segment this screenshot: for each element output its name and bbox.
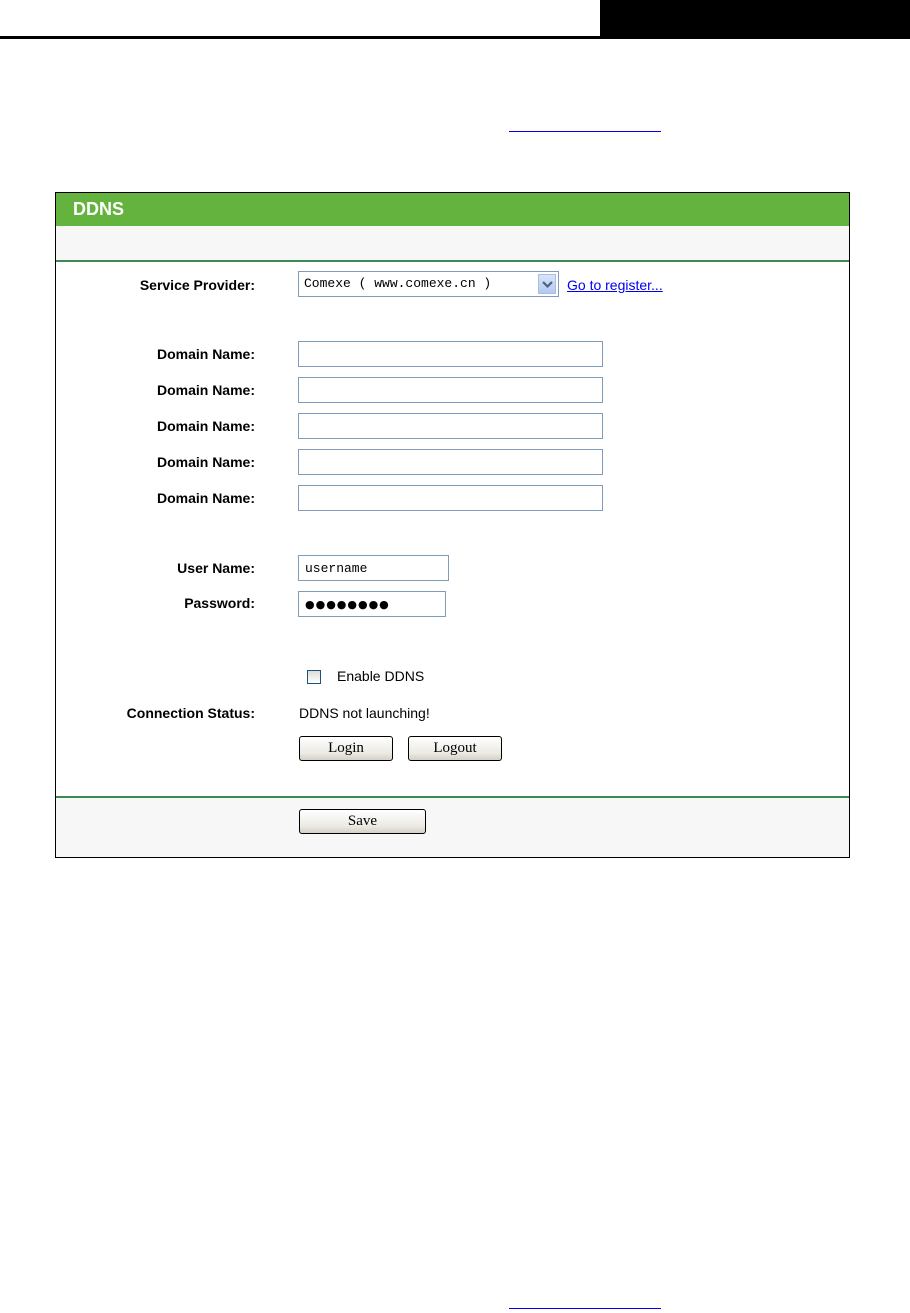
document-link-underline-top[interactable] bbox=[509, 131, 661, 132]
domain-name-input-4[interactable] bbox=[298, 449, 603, 475]
panel-header-band bbox=[56, 226, 849, 260]
login-button[interactable]: Login bbox=[299, 736, 393, 761]
ddns-panel bbox=[55, 192, 850, 858]
separator-top bbox=[56, 260, 849, 262]
go-to-register-link[interactable]: Go to register... bbox=[567, 277, 663, 293]
password-label: Password: bbox=[184, 595, 255, 611]
domain-name-input-2[interactable] bbox=[298, 377, 603, 403]
service-provider-select[interactable] bbox=[298, 271, 559, 297]
user-name-input[interactable] bbox=[298, 555, 449, 581]
domain-name-label-1: Domain Name: bbox=[156, 346, 255, 362]
domain-name-label-3: Domain Name: bbox=[156, 418, 255, 434]
page-header-rule bbox=[0, 36, 600, 39]
domain-name-input-5[interactable] bbox=[298, 485, 603, 511]
chevron-down-icon bbox=[542, 280, 553, 289]
panel-title: DDNS bbox=[56, 193, 849, 226]
domain-name-input-3[interactable] bbox=[298, 413, 603, 439]
enable-ddns-label: Enable DDNS bbox=[337, 668, 425, 684]
domain-name-label-5: Domain Name: bbox=[156, 490, 255, 506]
domain-name-label-4: Domain Name: bbox=[156, 454, 255, 470]
page-header-block bbox=[600, 0, 910, 39]
connection-status-label: Connection Status: bbox=[126, 705, 255, 721]
enable-ddns-checkbox[interactable] bbox=[307, 670, 321, 684]
save-button[interactable]: Save bbox=[299, 809, 426, 834]
panel-footer bbox=[56, 798, 849, 857]
domain-name-label-2: Domain Name: bbox=[156, 382, 255, 398]
password-input[interactable] bbox=[298, 591, 446, 617]
connection-status-value: DDNS not launching! bbox=[299, 705, 430, 721]
service-provider-label: Service Provider: bbox=[139, 277, 255, 293]
service-provider-value: Comexe ( www.comexe.cn ) bbox=[304, 276, 492, 291]
domain-name-input-1[interactable] bbox=[298, 341, 603, 367]
logout-button[interactable]: Logout bbox=[408, 736, 502, 761]
document-link-underline-bottom[interactable] bbox=[509, 1308, 661, 1309]
user-name-label: User Name: bbox=[177, 560, 255, 576]
select-dropdown-button[interactable] bbox=[538, 274, 556, 294]
